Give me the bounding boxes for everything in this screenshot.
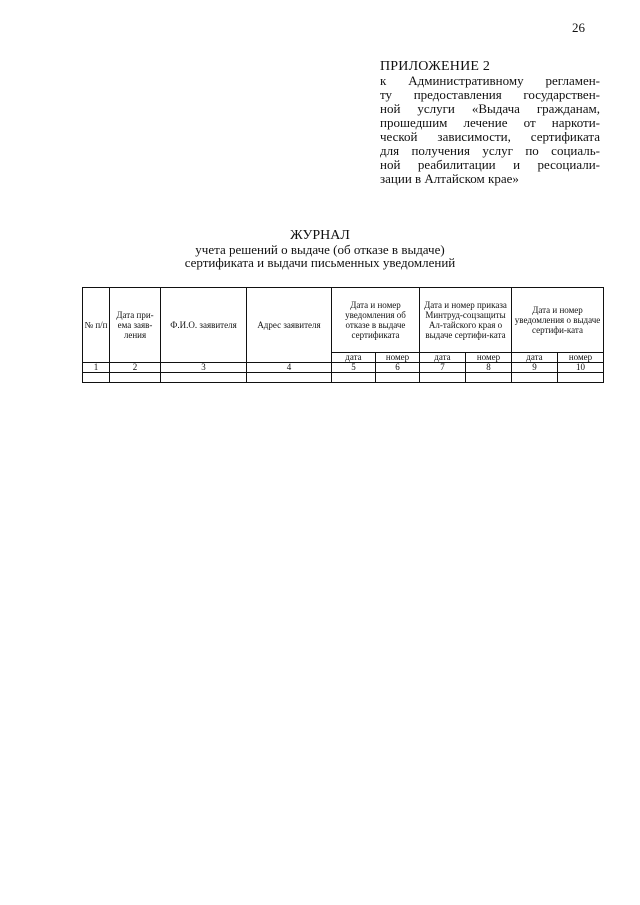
- journal-subtitle-line-1: учета решений о выдаче (об отказе в выдаче): [195, 242, 445, 257]
- table-cell: [332, 373, 376, 383]
- column-number: 1: [83, 363, 110, 373]
- header-fio: Ф.И.О. заявителя: [161, 288, 247, 363]
- column-number: 10: [558, 363, 604, 373]
- subheader-number: номер: [558, 353, 604, 363]
- subheader-date: дата: [512, 353, 558, 363]
- column-number: 4: [247, 363, 332, 373]
- appendix-line: к Административному регламен-: [380, 73, 600, 88]
- table-cell: [512, 373, 558, 383]
- header-date-received: Дата при-ема заяв-ления: [110, 288, 161, 363]
- page-number: 26: [572, 20, 585, 35]
- appendix-line: ной реабилитации и ресоциали-: [380, 157, 600, 172]
- appendix-line: ной услуги «Выдача гражданам,: [380, 101, 600, 116]
- appendix-line: для получения услуг по социаль-: [380, 143, 600, 158]
- appendix-block: [380, 60, 600, 186]
- journal-subtitle: [0, 243, 640, 269]
- header-row: [83, 288, 604, 353]
- appendix-title: ПРИЛОЖЕНИЕ 2: [380, 59, 491, 74]
- header-refusal-notice: Дата и номер уведомления об отказе в выдаче сертификата: [332, 288, 420, 353]
- header-ministry-order: Дата и номер приказа Минтруд-соцзащиты Ал-тайского края о выдаче сертифи-ката: [420, 288, 512, 353]
- column-number: 2: [110, 363, 161, 373]
- appendix-line: ту предоставления государствен-: [380, 87, 600, 102]
- journal-subtitle-line-2: сертификата и выдачи письменных уведомлений: [184, 255, 456, 270]
- table-cell: [558, 373, 604, 383]
- appendix-line: ческой зависимости, сертификата: [380, 129, 600, 144]
- table-row: [83, 373, 604, 383]
- appendix-line: прошедшим лечение от наркоти-: [380, 115, 600, 130]
- column-number: 7: [420, 363, 466, 373]
- header-issue-notice: Дата и номер уведомления о выдаче сертифи-ката: [512, 288, 604, 353]
- subheader-date: дата: [420, 353, 466, 363]
- table-cell: [110, 373, 161, 383]
- subheader-date: дата: [332, 353, 376, 363]
- subheader-number: номер: [376, 353, 420, 363]
- subheader-number: номер: [466, 353, 512, 363]
- header-num: № п/п: [83, 288, 110, 363]
- column-number: 8: [466, 363, 512, 373]
- table-cell: [247, 373, 332, 383]
- column-number: 6: [376, 363, 420, 373]
- header-address: Адрес заявителя: [247, 288, 332, 363]
- table-cell: [466, 373, 512, 383]
- column-number: 3: [161, 363, 247, 373]
- appendix-line: зации в Алтайском крае»: [380, 171, 519, 186]
- registry-table: [82, 287, 604, 383]
- column-number: 9: [512, 363, 558, 373]
- table-cell: [376, 373, 420, 383]
- table-cell: [83, 373, 110, 383]
- table-cell: [161, 373, 247, 383]
- journal-title: ЖУРНАЛ: [290, 228, 350, 243]
- column-number: 5: [332, 363, 376, 373]
- column-number-row: [83, 363, 604, 373]
- table-cell: [420, 373, 466, 383]
